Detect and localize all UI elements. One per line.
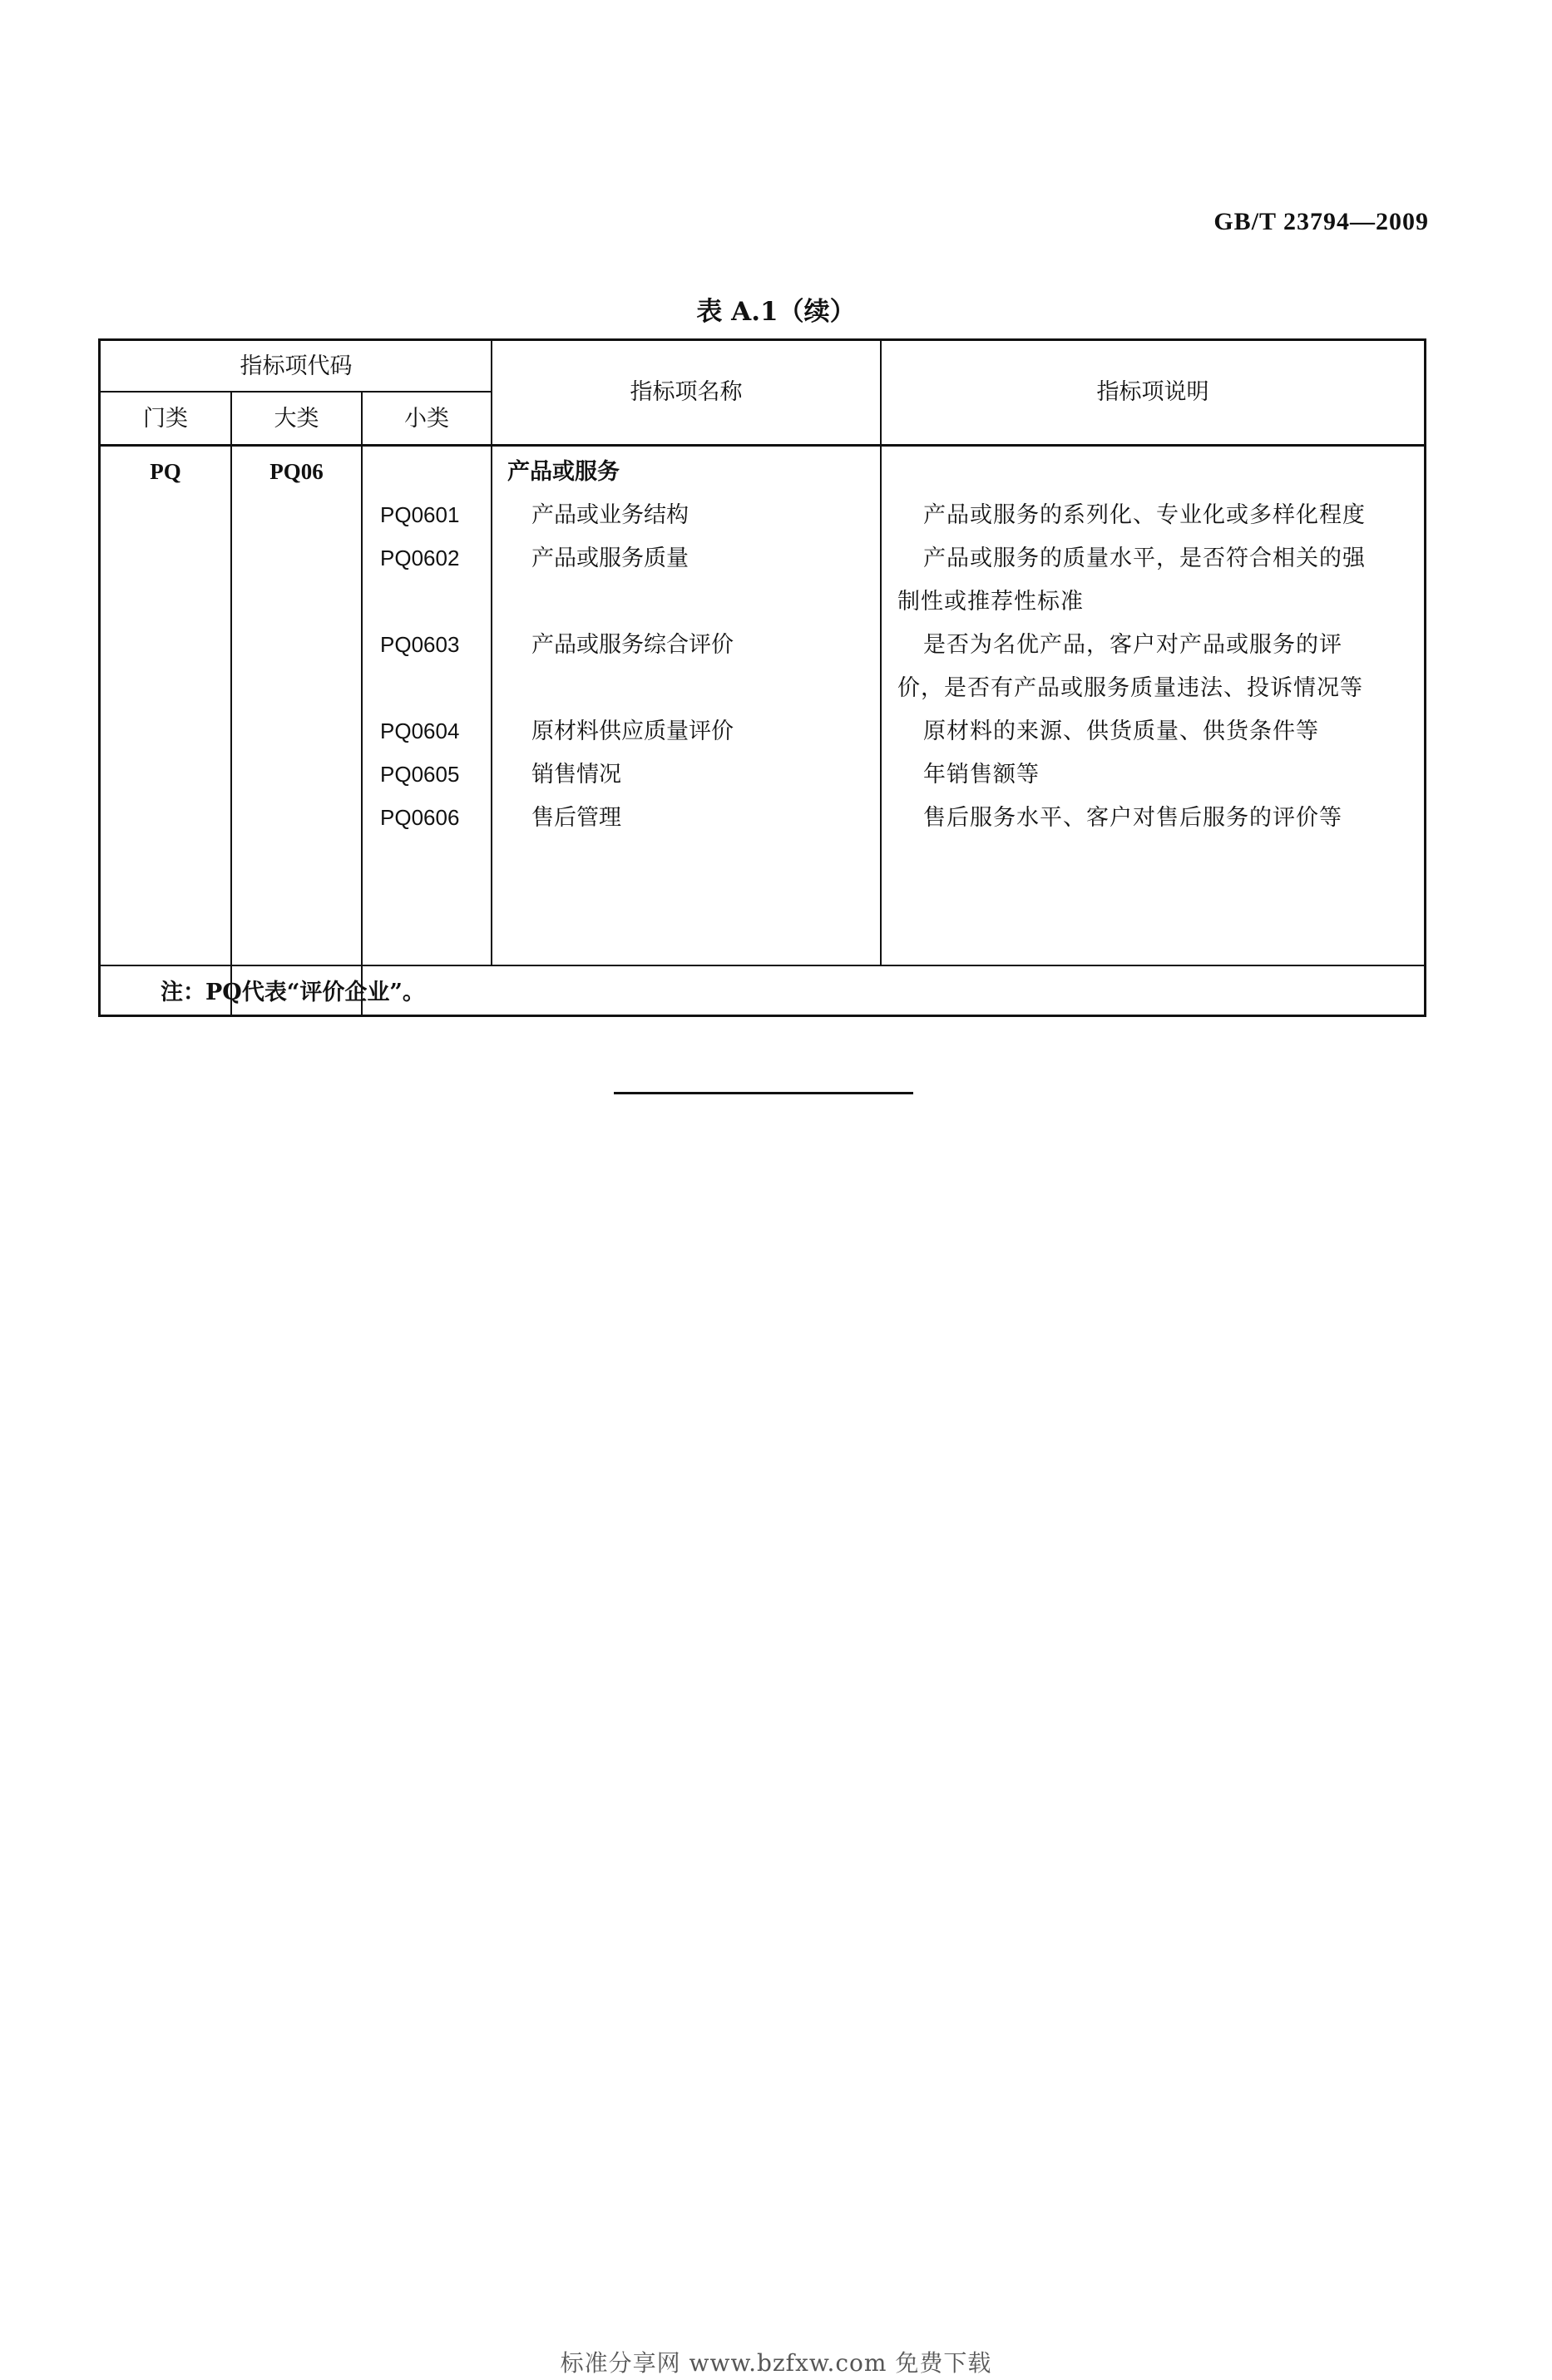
table-row-name: 销售情况 (531, 762, 621, 788)
table-row-code: PQ0603 (380, 632, 460, 657)
table-row-code: PQ0604 (380, 718, 460, 743)
table-row-code: PQ0606 (380, 805, 460, 830)
col-divider (880, 341, 882, 966)
col-divider (230, 392, 232, 1017)
col-divider (361, 392, 363, 1017)
header-description: 指标项说明 (1096, 379, 1209, 405)
table-row-code: PQ0605 (380, 762, 460, 787)
header-minor: 小类 (404, 406, 449, 432)
table-row-name: 产品或服务综合评价 (531, 632, 734, 658)
table-row-desc-cont: 制性或推荐性标准 (897, 589, 1084, 615)
table-row-name: 产品或业务结构 (531, 502, 689, 528)
table-row-desc-cont: 价，是否有产品或服务质量违法、投诉情况等 (897, 675, 1363, 701)
table-row-desc: 年销售额等 (923, 762, 1040, 788)
table-row-desc: 原材料的来源、供货质量、供货条件等 (923, 718, 1319, 744)
note-top-rule (101, 965, 1424, 966)
header-bottom-rule (101, 444, 1424, 447)
header-category: 门类 (143, 406, 188, 432)
header-subdivider (101, 391, 492, 393)
table-row-desc: 产品或服务的质量水平，是否符合相关的强 (923, 546, 1366, 571)
watermark: 标准分享网 www.bzfxw.com 免费下载 (560, 2349, 992, 2377)
table-note: 注：PQ代表“评价企业”。 (161, 980, 425, 1005)
table-row-name: 产品或服务质量 (531, 546, 689, 571)
group-name: 产品或服务 (507, 459, 620, 485)
table-row-name: 售后管理 (531, 805, 621, 831)
header-code-group: 指标项代码 (240, 353, 353, 379)
col-divider (491, 341, 492, 966)
table-row-desc: 是否为名优产品，客户对产品或服务的评 (923, 632, 1342, 658)
indicator-table (98, 338, 1426, 1017)
table-row-desc: 售后服务水平、客户对售后服务的评价等 (923, 805, 1342, 831)
group-category-code: PQ (150, 459, 181, 484)
end-of-document-rule (614, 1092, 913, 1094)
table-row-code: PQ0601 (380, 502, 460, 527)
table-row-desc: 产品或服务的系列化、专业化或多样化程度 (923, 502, 1366, 528)
header-name: 指标项名称 (630, 379, 743, 405)
header-major: 大类 (274, 406, 319, 432)
table-row-code: PQ0602 (380, 546, 460, 570)
group-major-code: PQ06 (269, 459, 324, 484)
table-title: 表 A.1（续） (696, 297, 856, 327)
standard-code: GB/T 23794—2009 (1213, 208, 1429, 235)
table-row-name: 原材料供应质量评价 (531, 718, 734, 744)
